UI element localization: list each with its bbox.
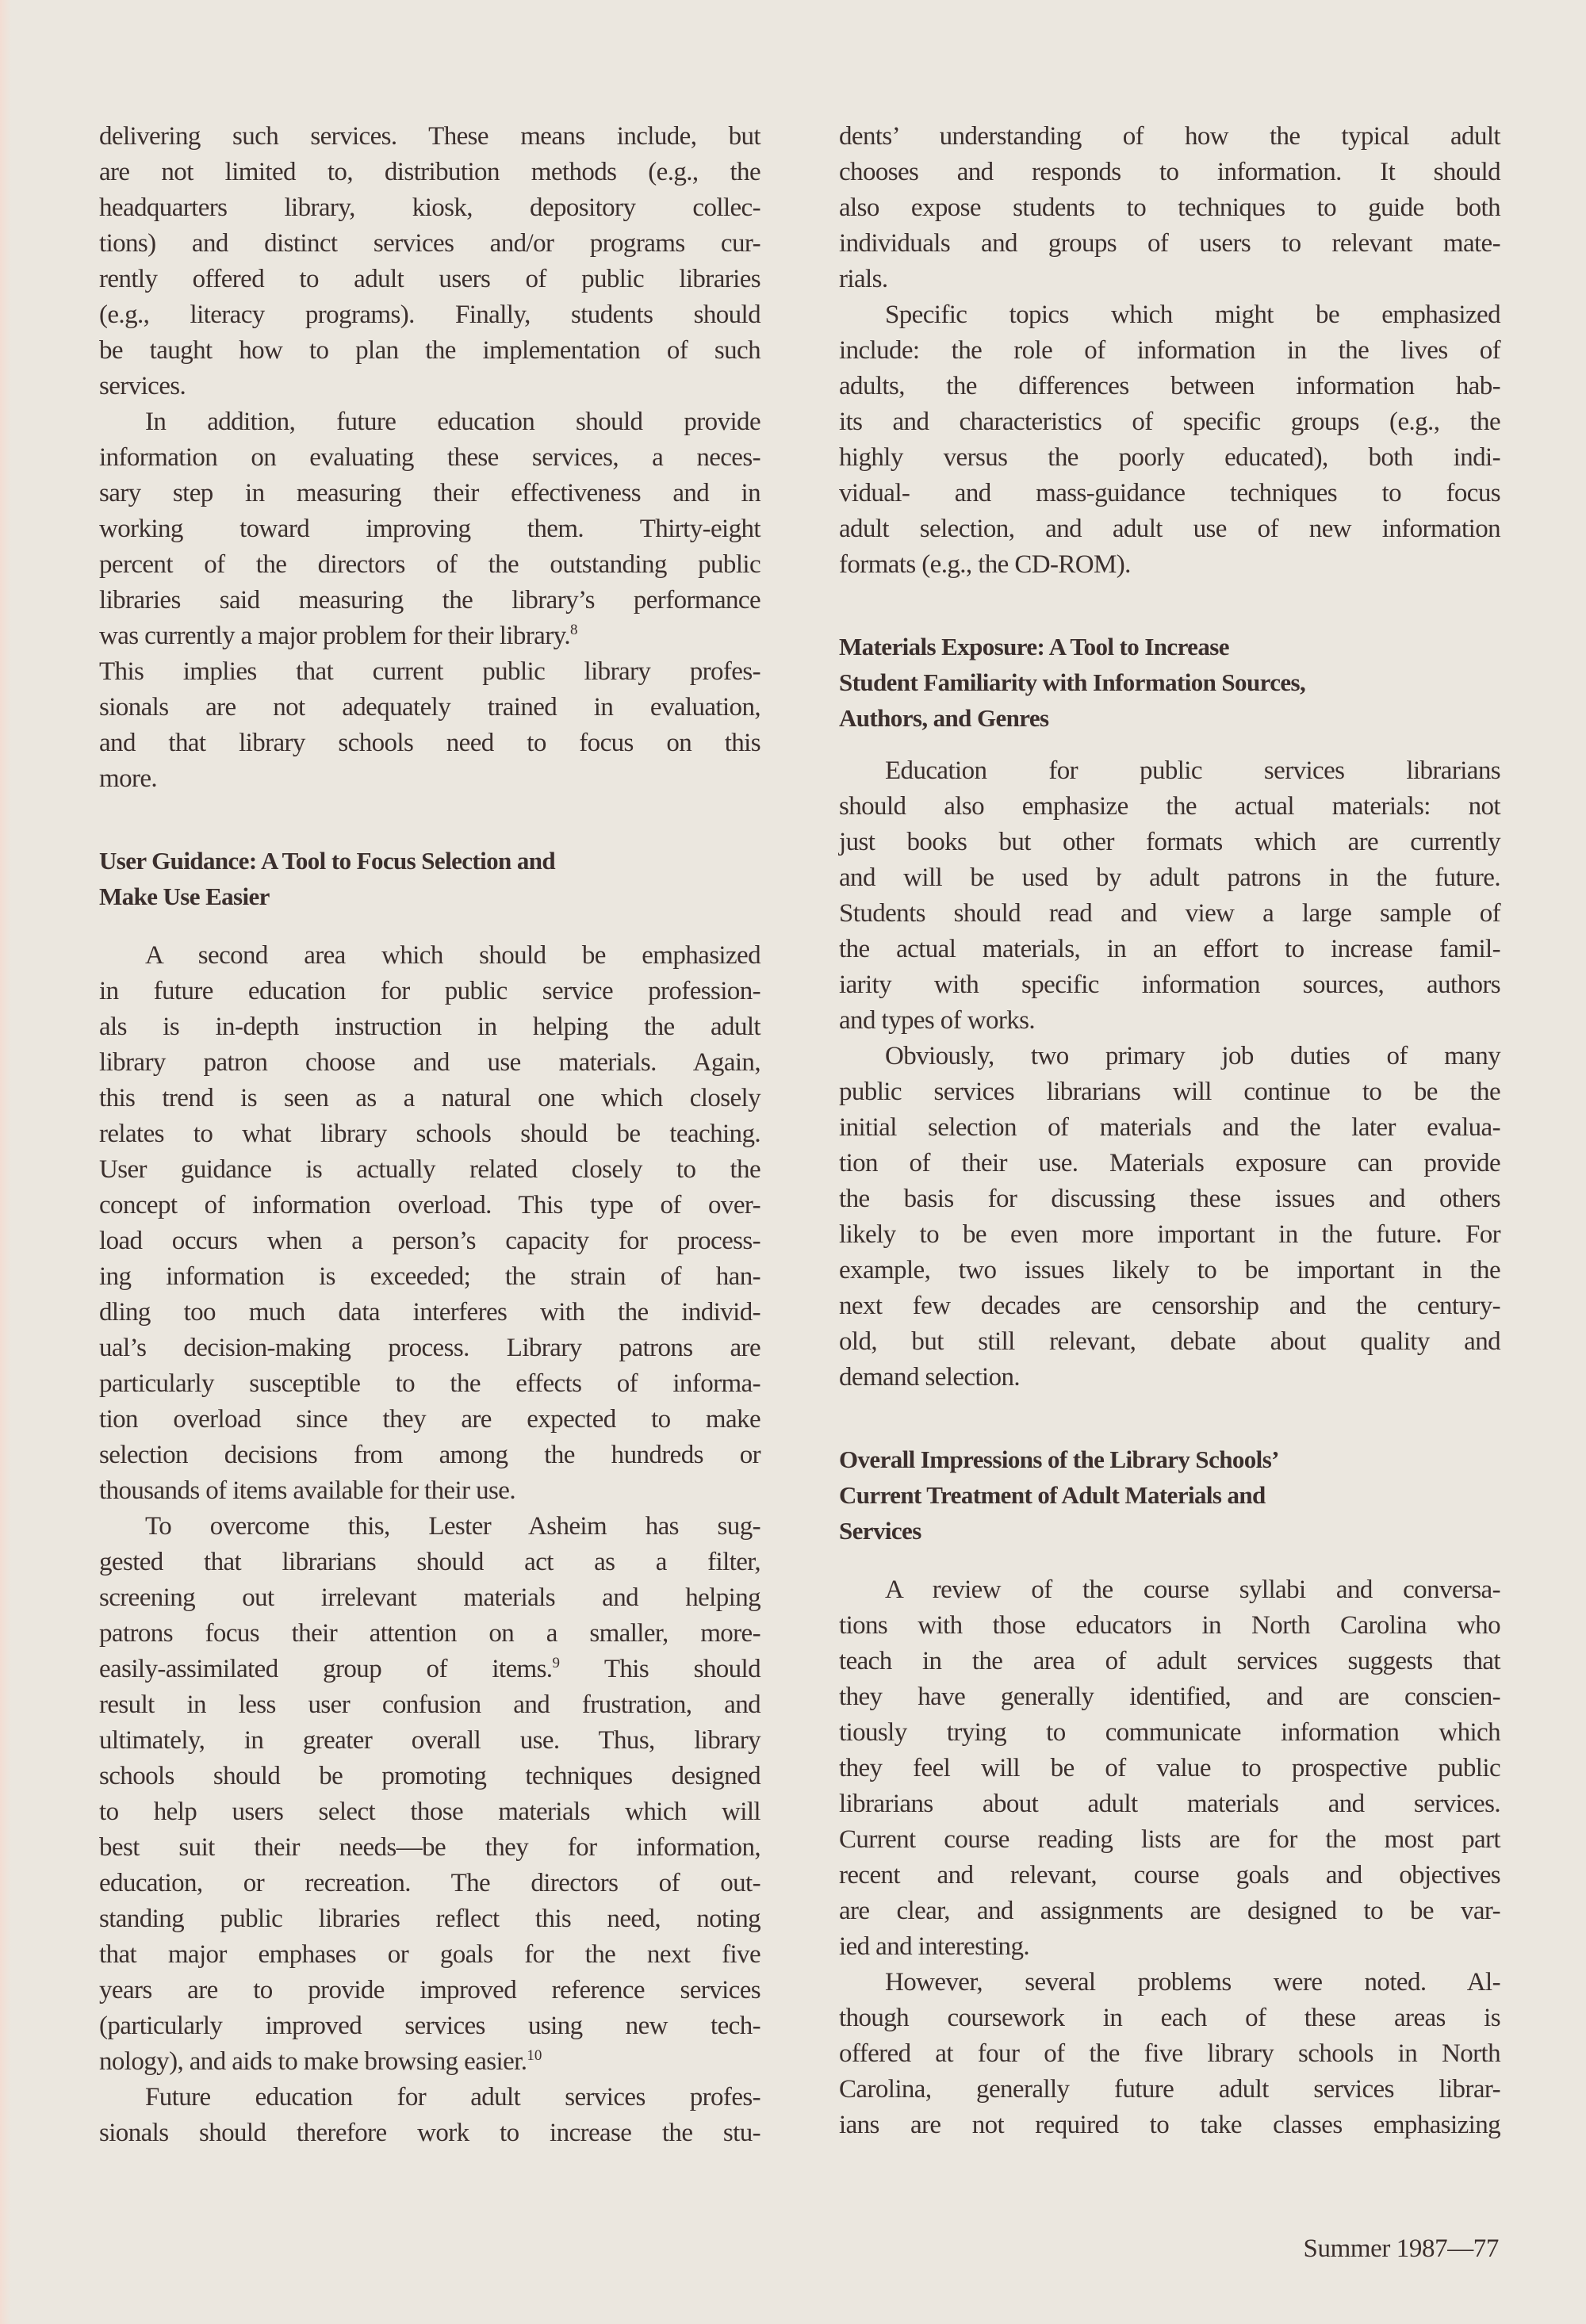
heading-line: Materials Exposure: A Tool to Increase (839, 633, 1229, 660)
text-line: relates to what library schools should be teaching. (99, 1120, 760, 1148)
text-span: This should (559, 1655, 760, 1683)
text-line: ual’s decision-making process. Library patrons are (99, 1334, 760, 1362)
text-line: rently offered to adult users of public libraries (99, 265, 760, 293)
text-line: Specific topics which might be emphasized (885, 301, 1500, 329)
text-line: ians are not required to take classes emphasizing (839, 2111, 1500, 2139)
paragraph (839, 1572, 1500, 1965)
text-line: patrons focus their attention on a smaller, more- (99, 1619, 760, 1648)
text-line: library patron choose and use materials. Again, (99, 1048, 760, 1077)
text-line (99, 1652, 760, 1687)
text-line: though coursework in each of these areas is (839, 2004, 1500, 2032)
paragraph (99, 938, 760, 1509)
text-line: the actual materials, in an effort to increase famil- (839, 935, 1500, 963)
heading-line: Overall Impressions of the Library Schools’ (839, 1445, 1279, 1473)
text-line: the basis for discussing these issues and others (839, 1185, 1500, 1213)
text-line: they have generally identified, and are conscien- (839, 1683, 1500, 1711)
text-line: just books but other formats which are currently (839, 828, 1500, 856)
text-line: Obviously, two primary job duties of many (885, 1042, 1500, 1070)
text-line: adult selection, and adult use of new information (839, 515, 1500, 543)
text-line: and types of works. (839, 1006, 1036, 1035)
text-span: nology), and aids to make browsing easier. (99, 2047, 527, 2076)
heading-line: Services (839, 1517, 921, 1545)
text-line: likely to be even more important in the future. For (839, 1220, 1500, 1249)
text-line: To overcome this, Lester Asheim has sug- (145, 1512, 760, 1541)
spacer (99, 914, 760, 938)
text-line: be taught how to plan the implementation of such (99, 336, 760, 365)
heading-line: Current Treatment of Adult Materials and (839, 1481, 1266, 1509)
section-heading-overall-impressions (839, 1441, 1500, 1549)
text-line: (e.g., literacy programs). Finally, students should (99, 301, 760, 329)
text-line: demand selection. (839, 1363, 1021, 1392)
text-line: This implies that current public library profes- (99, 657, 760, 686)
text-line: standing public libraries reflect this need, noting (99, 1905, 760, 1933)
paragraph (99, 119, 760, 404)
text-line: als is in-depth instruction in helping the adult (99, 1013, 760, 1041)
text-line: screening out irrelevant materials and helping (99, 1583, 760, 1612)
text-line: (particularly improved services using new tech- (99, 2012, 760, 2040)
heading-line: Authors, and Genres (839, 704, 1049, 732)
spacer (839, 736, 1500, 753)
text-line: Students should read and view a large sample of (839, 899, 1500, 928)
text-line: working toward improving them. Thirty-eight (99, 515, 760, 543)
text-line: percent of the directors of the outstanding public (99, 550, 760, 579)
text-line: and will be used by adult patrons in the future. (839, 863, 1500, 892)
text-line: adults, the differences between information hab- (839, 372, 1500, 400)
heading-line: Student Familiarity with Information Sources, (839, 668, 1306, 696)
spacer (839, 1396, 1500, 1441)
heading-line: Make Use Easier (99, 883, 270, 910)
paragraph (99, 2080, 760, 2151)
text-line: gested that librarians should act as a filter, (99, 1548, 760, 1576)
text-line: recent and relevant, course goals and objectives (839, 1861, 1500, 1889)
text-line: result in less user confusion and frustration, and (99, 1690, 760, 1719)
text-line: In addition, future education should provide (145, 408, 760, 436)
text-line: Future education for adult services profes- (145, 2083, 760, 2112)
text-line: dents’ understanding of how the typical adult (839, 122, 1500, 151)
footnote-ref-9[interactable]: 9 (552, 1655, 560, 1671)
text-line: its and characteristics of specific groups (e.g., the (839, 408, 1500, 436)
text-line: iarity with specific information sources, authors (839, 971, 1500, 999)
text-line: tion overload since they are expected to make (99, 1405, 760, 1434)
paragraph (99, 404, 760, 797)
text-line: dling too much data interferes with the individ- (99, 1298, 760, 1327)
spacer (99, 797, 760, 843)
text-line: in future education for public service profession- (99, 977, 760, 1005)
text-line: tiously trying to communicate information which (839, 1718, 1500, 1747)
text-line: librarians about adult materials and services. (839, 1790, 1500, 1818)
text-line: load occurs when a person’s capacity for process- (99, 1227, 760, 1255)
text-line: libraries said measuring the library’s performance (99, 586, 760, 615)
text-line: tions) and distinct services and/or programs cur- (99, 229, 760, 258)
text-line: next few decades are censorship and the century- (839, 1292, 1500, 1320)
text-line: However, several problems were noted. Al- (885, 1968, 1500, 1997)
paragraph (839, 1965, 1500, 2143)
text-line: A second area which should be emphasized (145, 941, 760, 970)
spacer (839, 1549, 1500, 1572)
section-heading-user-guidance (99, 843, 760, 914)
text-line: information on evaluating these services, a neces- (99, 443, 760, 472)
text-line: education, or recreation. The directors of out- (99, 1869, 760, 1897)
text-line: A review of the course syllabi and conversa- (885, 1575, 1500, 1604)
text-line: delivering such services. These means include, but (99, 122, 760, 151)
spacer (839, 583, 1500, 629)
text-line: Carolina, generally future adult services librar- (839, 2075, 1500, 2104)
text-line: tions with those educators in North Carolina who (839, 1611, 1500, 1640)
text-line: chooses and responds to information. It should (839, 158, 1500, 186)
text-line: to help users select those materials which will (99, 1798, 760, 1826)
text-line: are not limited to, distribution methods (e.g., the (99, 158, 760, 186)
text-line: years are to provide improved reference services (99, 1976, 760, 2004)
text-line (99, 618, 760, 654)
paragraph (839, 753, 1500, 1039)
footnote-ref-10[interactable]: 10 (527, 2047, 542, 2064)
text-line: headquarters library, kiosk, depository collec- (99, 193, 760, 222)
page-edge-shadow (0, 0, 11, 2324)
paragraph (839, 119, 1500, 297)
text-line: that major emphases or goals for the next five (99, 1940, 760, 1969)
left-column (99, 119, 760, 2151)
paragraph (99, 1509, 760, 2080)
text-line (99, 2044, 760, 2080)
text-line: are clear, and assignments are designed to be var- (839, 1897, 1500, 1925)
text-line: individuals and groups of users to relevant mate- (839, 229, 1500, 258)
paragraph (839, 1039, 1500, 1396)
paragraph (839, 297, 1500, 583)
text-line: best suit their needs—be they for information, (99, 1833, 760, 1862)
text-span: easily-assimilated group of items. (99, 1655, 553, 1683)
text-line: ing information is exceeded; the strain of han- (99, 1262, 760, 1291)
text-line: sary step in measuring their effectiveness and in (99, 479, 760, 507)
text-line: should also emphasize the actual materials: not (839, 792, 1500, 821)
text-line: vidual- and mass-guidance techniques to focus (839, 479, 1500, 507)
text-span: was currently a major problem for their library. (99, 622, 570, 650)
text-line: User guidance is actually related closely to the (99, 1155, 760, 1184)
text-line: offered at four of the five library schools in North (839, 2039, 1500, 2068)
text-line: highly versus the poorly educated), both indi- (839, 443, 1500, 472)
text-line: also expose students to techniques to guide both (839, 193, 1500, 222)
text-line: selection decisions from among the hundreds or (99, 1441, 760, 1469)
heading-line: User Guidance: A Tool to Focus Selection and (99, 847, 556, 875)
text-line: example, two issues likely to be important in the (839, 1256, 1500, 1285)
text-line: rials. (839, 265, 888, 293)
text-line: more. (99, 764, 158, 793)
right-column (839, 119, 1500, 2143)
text-line: old, but still relevant, debate about quality and (839, 1327, 1500, 1356)
text-line: schools should be promoting techniques designed (99, 1762, 760, 1790)
text-line: ied and interesting. (839, 1932, 1030, 1961)
text-line: Current course reading lists are for the most part (839, 1825, 1500, 1854)
section-heading-materials-exposure (839, 629, 1500, 736)
page-folio: Summer 1987—77 (1303, 2234, 1499, 2263)
footnote-ref-8[interactable]: 8 (570, 622, 578, 638)
text-line: particularly susceptible to the effects of informa- (99, 1369, 760, 1398)
text-line: tion of their use. Materials exposure can provide (839, 1149, 1500, 1177)
text-line: services. (99, 372, 186, 400)
text-line: Education for public services librarians (885, 756, 1500, 785)
text-line: and that library schools need to focus on this (99, 729, 760, 757)
text-line: public services librarians will continue to be the (839, 1078, 1500, 1106)
text-line: teach in the area of adult services suggests that (839, 1647, 1500, 1675)
text-line: sionals should therefore work to increase the stu- (99, 2119, 760, 2147)
text-line: include: the role of information in the lives of (839, 336, 1500, 365)
text-line: initial selection of materials and the later evalua- (839, 1113, 1500, 1142)
text-line: ultimately, in greater overall use. Thus, library (99, 1726, 760, 1755)
text-line: sionals are not adequately trained in evaluation, (99, 693, 760, 722)
text-line: they feel will be of value to prospective public (839, 1754, 1500, 1782)
text-line: formats (e.g., the CD-ROM). (839, 550, 1131, 579)
text-line: this trend is seen as a natural one which closely (99, 1084, 760, 1112)
text-line: concept of information overload. This type of over- (99, 1191, 760, 1219)
text-line: thousands of items available for their use. (99, 1476, 515, 1505)
